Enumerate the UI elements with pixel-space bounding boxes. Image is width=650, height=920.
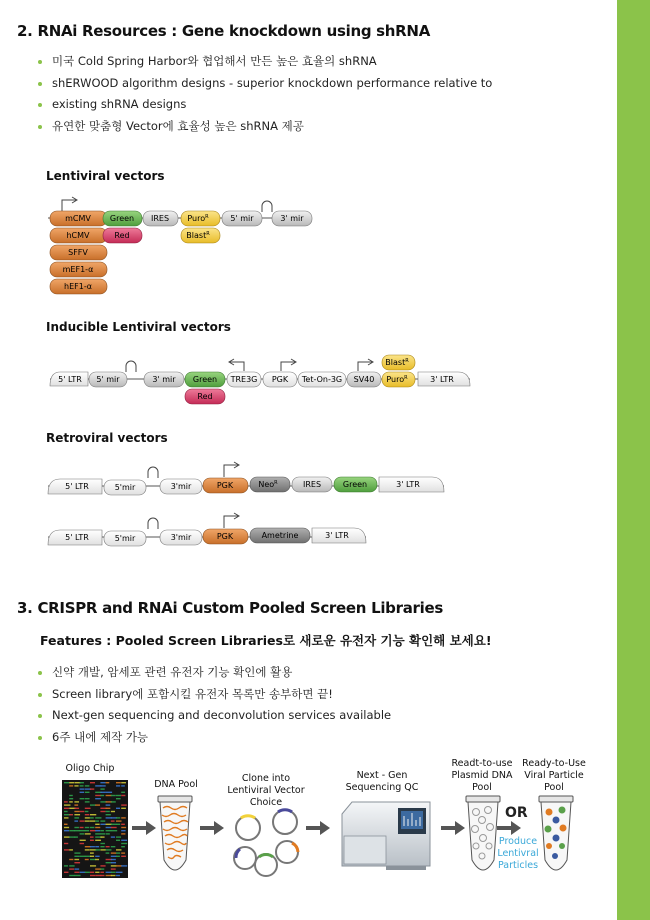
svg-text:PuroR: Puro$^R$ xyxy=(386,375,408,384)
svg-text:3'mir: 3'mir xyxy=(170,533,192,542)
svg-text:5' mir: 5' mir xyxy=(96,375,120,384)
oligo-chip-label: Oligo Chip xyxy=(65,763,115,774)
produce-label-line: Particles xyxy=(497,860,539,871)
svg-text:PGK: PGK xyxy=(216,481,234,490)
clone-label-line: Lentiviral Vector xyxy=(227,785,305,796)
svg-text:5'mir: 5'mir xyxy=(114,483,136,492)
viral-particle-tube-icon xyxy=(539,796,573,870)
bullet-item: existing shRNA designs xyxy=(38,94,492,116)
svg-text:IRES: IRES xyxy=(302,480,322,489)
viral-label-line: Pool xyxy=(544,782,564,793)
svg-text:3' LTR: 3' LTR xyxy=(325,531,349,540)
svg-text:mCMV: mCMV xyxy=(65,214,91,223)
plasmid-label-line: Pool xyxy=(472,782,492,793)
svg-text:SV40: SV40 xyxy=(353,375,375,384)
plasmid-dna-pool-tube-icon xyxy=(466,796,500,870)
svg-text:Ametrine: Ametrine xyxy=(261,531,299,540)
right-accent-bar xyxy=(617,0,650,920)
plasmid-label-line: Plasmid DNA xyxy=(451,770,513,781)
svg-text:5' LTR: 5' LTR xyxy=(65,482,89,491)
plasmid-label-line: Readt-to-use xyxy=(451,758,513,769)
svg-text:3' LTR: 3' LTR xyxy=(430,375,454,384)
plasmid-circles-icon xyxy=(234,810,298,876)
svg-text:hCMV: hCMV xyxy=(66,231,90,240)
svg-text:3' LTR: 3' LTR xyxy=(396,480,420,489)
section-2-title: 2. RNAi Resources : Gene knockdown using shRNA xyxy=(17,22,430,40)
bullet-item: 신약 개발, 암세포 관련 유전자 기능 확인에 활용 xyxy=(38,662,391,684)
svg-text:5' mir: 5' mir xyxy=(230,214,254,223)
bullet-item: 유연한 맞춤형 Vector에 효율성 높은 shRNA 제공 xyxy=(38,116,492,138)
ngs-label-line: Next - Gen xyxy=(356,770,408,781)
oligo-chip-image xyxy=(62,780,128,878)
svg-text:BlastR: Blast$^R$ xyxy=(385,358,409,367)
bullet-item: shERWOOD algorithm designs - superior knockdown performance relative to xyxy=(38,73,492,95)
features-line: Features : Pooled Screen Libraries로 새로운 유전자 기능 확인해 보세요! xyxy=(40,633,492,648)
svg-text:SFFV: SFFV xyxy=(68,248,88,257)
bullet-item: 미국 Cold Spring Harbor와 협업해서 만든 높은 효율의 shRNA xyxy=(38,51,492,73)
viral-label-line: Viral Particle xyxy=(524,770,584,781)
arrow-icon xyxy=(306,821,330,835)
svg-text:Red: Red xyxy=(114,231,130,240)
arrow-icon xyxy=(441,821,465,835)
bullet-item: 6주 내에 제작 가능 xyxy=(38,727,391,749)
svg-text:3' mir: 3' mir xyxy=(152,375,176,384)
retroviral-heading: Retroviral vectors xyxy=(46,431,168,445)
lentiviral-heading: Lentiviral vectors xyxy=(46,169,165,183)
dna-pool-label: DNA Pool xyxy=(154,779,198,790)
svg-text:3'mir: 3'mir xyxy=(170,482,192,491)
svg-text:3' mir: 3' mir xyxy=(280,214,304,223)
section-3-title: 3. CRISPR and RNAi Custom Pooled Screen Libraries xyxy=(17,599,443,617)
svg-text:PuroR: Puro$^R$ xyxy=(187,214,209,223)
inducible-heading: Inducible Lentiviral vectors xyxy=(46,320,231,334)
svg-text:mEF1-α: mEF1-α xyxy=(62,265,94,274)
arrow-icon xyxy=(132,821,156,835)
svg-text:Green: Green xyxy=(109,214,135,223)
svg-text:PGK: PGK xyxy=(216,532,234,541)
clone-label-line: Clone into xyxy=(241,773,291,784)
sequencer-machine-icon xyxy=(342,802,430,870)
svg-text:Red: Red xyxy=(197,392,213,401)
svg-text:5' LTR: 5' LTR xyxy=(65,533,89,542)
workflow-arrows xyxy=(132,821,521,835)
or-label: OR xyxy=(505,805,528,821)
dna-pool-tube-icon xyxy=(158,796,192,870)
svg-text:BlastR: Blast$^R$ xyxy=(186,231,210,240)
svg-text:PGK: PGK xyxy=(271,375,289,384)
svg-text:Green: Green xyxy=(342,480,368,489)
svg-text:5'mir: 5'mir xyxy=(114,534,136,543)
svg-text:Green: Green xyxy=(192,375,218,384)
arrow-icon xyxy=(497,821,521,835)
produce-label-line: Lentivral xyxy=(497,848,539,859)
produce-label-line: Produce xyxy=(498,836,538,847)
svg-text:IRES: IRES xyxy=(150,214,170,223)
svg-text:NeoR: Neo$^R$ xyxy=(258,480,278,489)
svg-text:5' LTR: 5' LTR xyxy=(58,375,82,384)
svg-text:Tet-On-3G: Tet-On-3G xyxy=(301,375,343,384)
bullet-item: Next-gen sequencing and deconvolution services available xyxy=(38,705,391,727)
viral-label-line: Ready-to-Use xyxy=(522,758,586,769)
svg-text:TRE3G: TRE3G xyxy=(230,375,258,384)
clone-label-line: Choice xyxy=(249,797,283,808)
svg-text:hEF1-α: hEF1-α xyxy=(64,282,92,291)
ngs-label-line: Sequencing QC xyxy=(345,782,419,793)
bullet-item: Screen library에 포함시킬 유전자 목록만 송부하면 끝! xyxy=(38,684,391,706)
arrow-icon xyxy=(200,821,224,835)
